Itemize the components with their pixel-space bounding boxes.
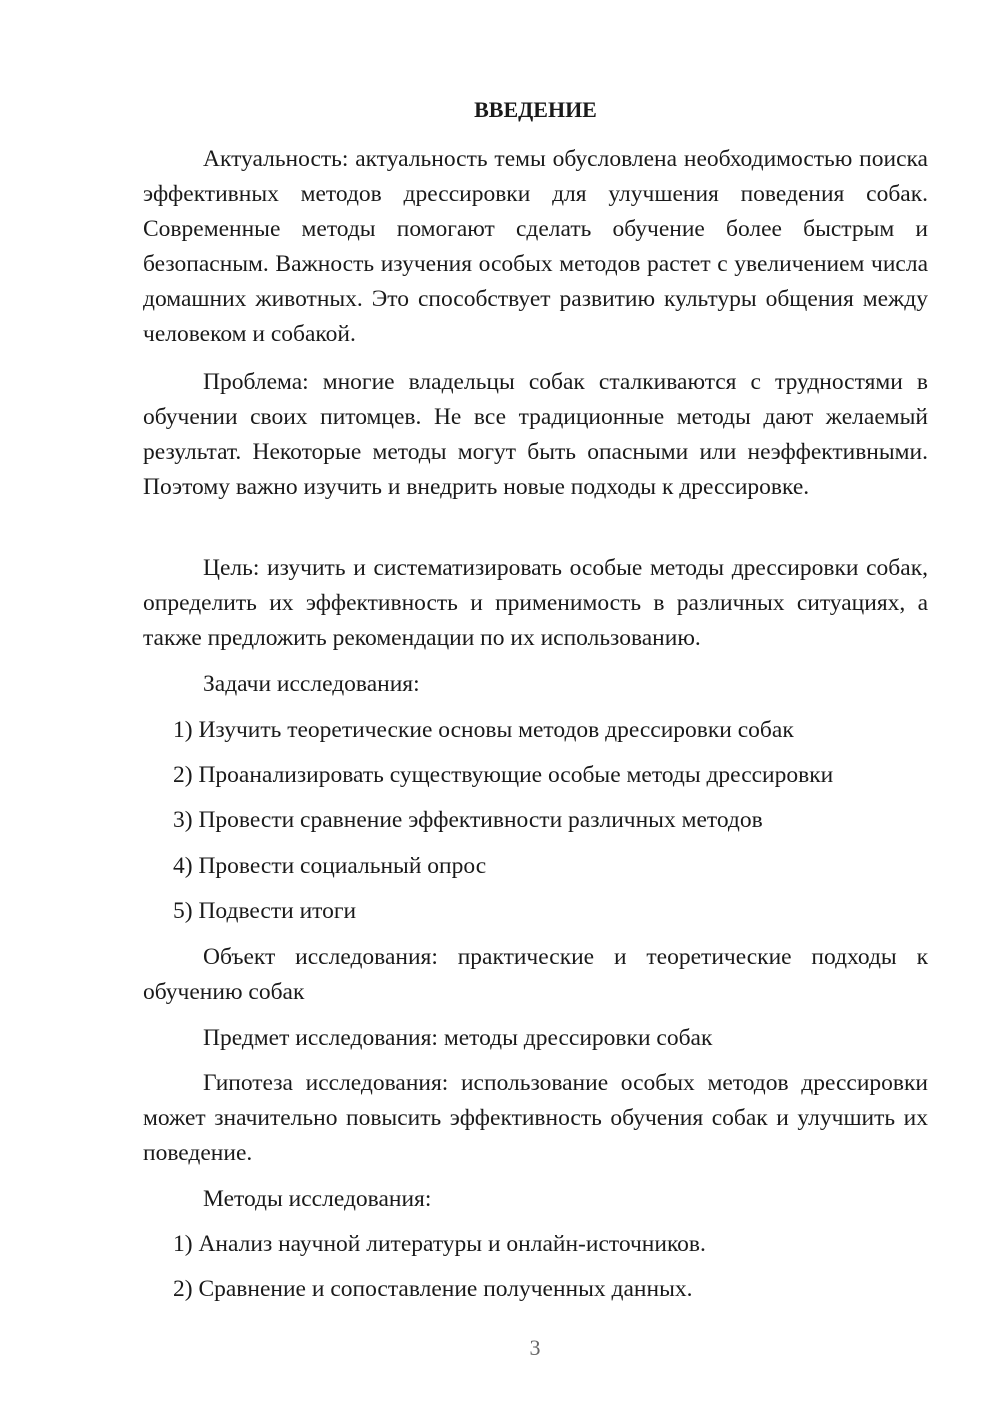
paragraph-object: Объект исследования: практические и теоретические подходы к обучению собак [143,944,928,1005]
paragraph-relevance: Актуальность: актуальность темы обусловлена необходимостью поиска эффективных методов дрессировки для улучшения поведения собак. Современные методы помогают сделать обучение более быстрым и безопасным. Важность изучения особых методов растет с увеличением числа домашних животных. Это способствует развитию культуры общения между человеком и собакой. [143,146,928,347]
task-item: 3) Провести сравнение эффективности различных методов [173,807,763,833]
paragraph-hypothesis: Гипотеза исследования: использование особых методов дрессировки может значительно повысить эффективность обучения собак и улучшить их поведение. [143,1070,928,1166]
task-item: 4) Провести социальный опрос [173,853,487,879]
methods-heading: Методы исследования: [203,1186,432,1212]
task-item: 2) Проанализировать существующие особые методы дрессировки [173,762,834,788]
paragraph-goal: Цель: изучить и систематизировать особые методы дрессировки собак, определить их эффективность и применимость в различных ситуациях, а также предложить рекомендации по их использованию. [143,555,928,651]
method-item: 1) Анализ научной литературы и онлайн-источников. [173,1231,706,1257]
page-number: 3 [529,1335,541,1360]
paragraph-problem: Проблема: многие владельцы собак сталкиваются с трудностями в обучении своих питомцев. Не все традиционные методы дают желаемый результат. Некоторые методы могут быть опасными или неэффективными. Поэтому важно изучить и внедрить новые подходы к дрессировке. [143,369,928,500]
tasks-heading: Задачи исследования: [203,671,420,697]
method-item: 2) Сравнение и сопоставление полученных данных. [173,1276,693,1302]
task-item: 5) Подвести итоги [173,898,357,924]
page-title: ВВЕДЕНИЕ [474,97,597,122]
paragraph-subject: Предмет исследования: методы дрессировки собак [203,1025,713,1051]
task-item: 1) Изучить теоретические основы методов дрессировки собак [173,717,794,743]
